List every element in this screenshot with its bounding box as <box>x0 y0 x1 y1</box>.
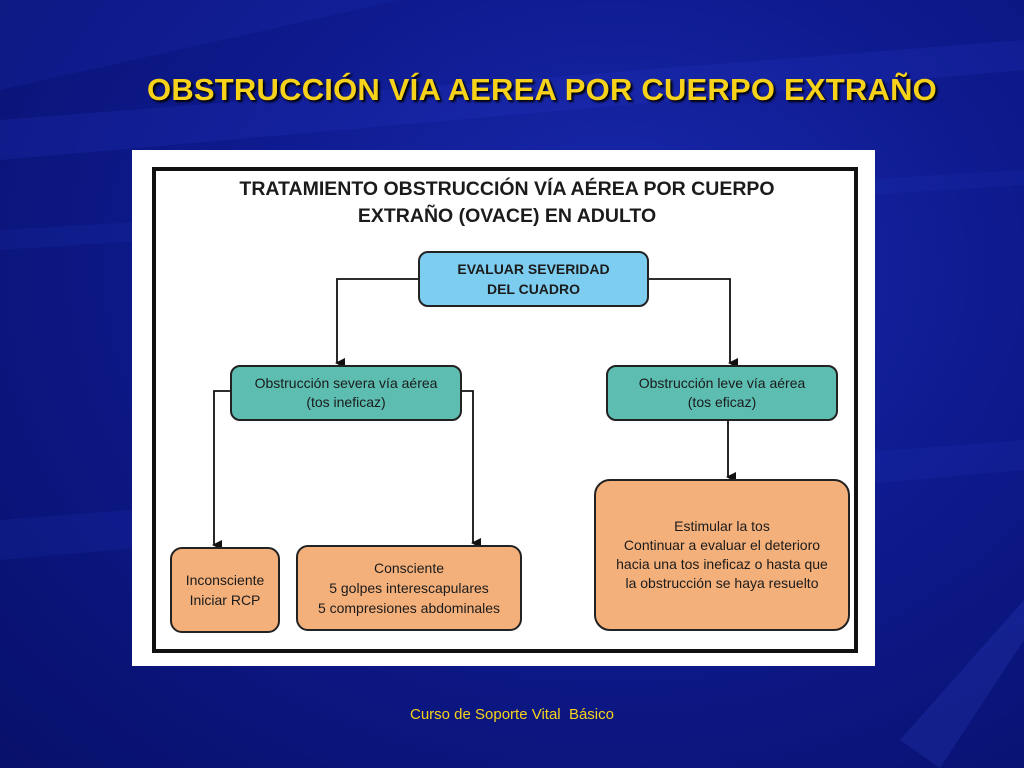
mild-obstruction-node: Obstrucción leve vía aérea (tos eficaz) <box>606 365 838 421</box>
severe-obstruction-node: Obstrucción severa vía aérea (tos ineficaz) <box>230 365 462 421</box>
evaluate-severity-node: EVALUAR SEVERIDAD DEL CUADRO <box>418 251 649 307</box>
slide-footer: Curso de Soporte Vital Básico <box>409 706 614 723</box>
conscious-node: Consciente 5 golpes interescapulares 5 compresiones abdominales <box>296 545 522 631</box>
connector-evaluate-to-severe <box>337 279 418 363</box>
connector-severe-to-conscious <box>462 391 473 543</box>
unconscious-node: Inconsciente Iniciar RCP <box>170 547 280 633</box>
connector-severe-to-unconscious <box>214 391 230 545</box>
slide-title: OBSTRUCCIÓN VÍA AEREA POR CUERPO EXTRAÑO <box>147 72 937 107</box>
diagram-title: TRATAMIENTO OBSTRUCCIÓN VÍA AÉREA POR CUERPO EXTRAÑO (OVACE) EN ADULTO <box>239 178 775 227</box>
connector-evaluate-to-mild <box>649 279 730 363</box>
diagram-panel <box>132 150 875 666</box>
stimulate-cough-node: Estimular la tos Continuar a evaluar el deterioro hacia una tos ineficaz o hasta que la obstrucción se haya resuelto <box>594 479 850 631</box>
